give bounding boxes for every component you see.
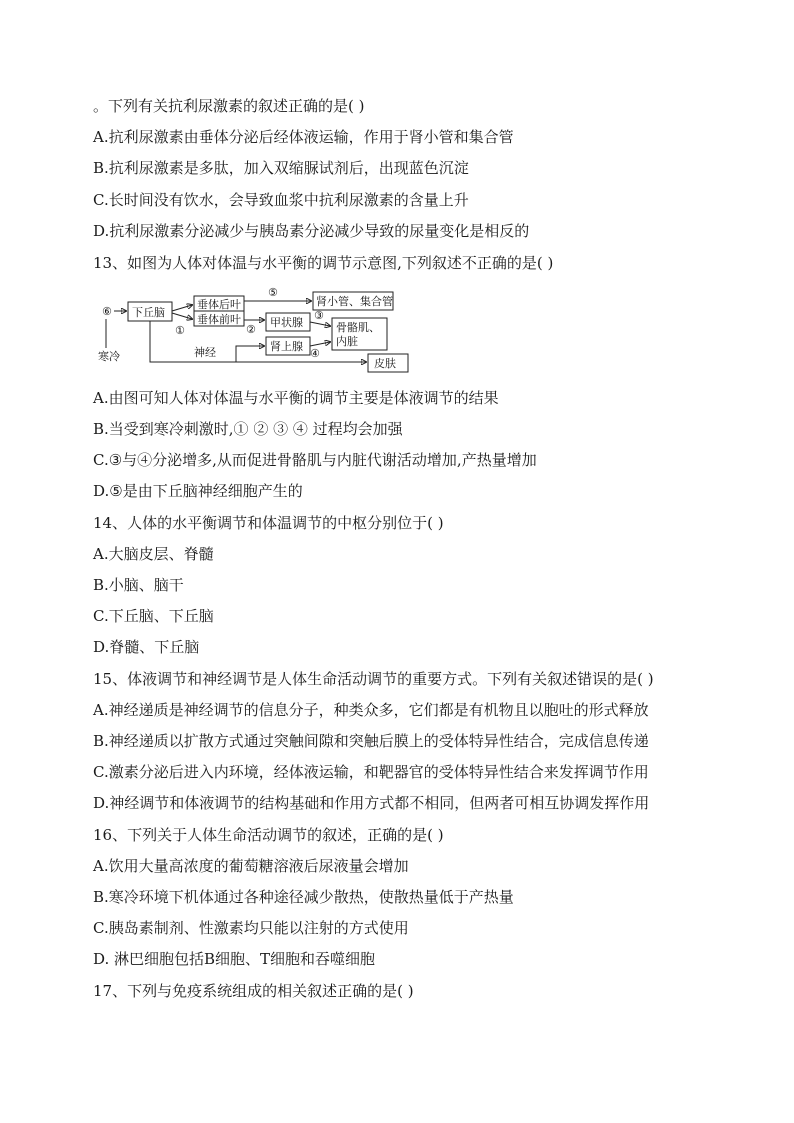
q12-option-b: B.抗利尿激素是多肽，加入双缩脲试剂后，出现蓝色沉淀 [93,159,469,177]
node-kidney-label: 肾小管、集合管 [316,295,393,308]
arrow-to-adrenal [236,346,264,362]
node-ant-pituitary-label: 垂体前叶 [197,313,241,326]
mark-3: ③ [314,309,324,322]
regulation-diagram [96,286,426,376]
mark-2: ② [246,323,256,336]
q13-option-c: C.③与④分泌增多,从而促进骨骼肌与内脏代谢活动增加,产热量增加 [93,451,537,469]
node-muscle-label-2: 内脏 [336,335,358,348]
q16-option-b: B.寒冷环境下机体通过各种途径减少散热，使散热量低于产热量 [93,888,514,906]
q13-option-b: B.当受到寒冷刺激时,① ② ③ ④ 过程均会加强 [93,420,403,438]
q15-stem: 15、体液调节和神经调节是人体生命活动调节的重要方式。下列有关叙述错误的是( ) [93,670,654,688]
q16-option-a: A.饮用大量高浓度的葡萄糖溶液后尿液量会增加 [93,857,409,875]
q13-stem: 13、如图为人体对体温与水平衡的调节示意图,下列叙述不正确的是( ) [93,254,554,272]
q15-option-d: D.神经调节和体液调节的结构基础和作用方式都不相同，但两者可相互协调发挥作用 [93,794,650,812]
arrow-to-ant-pituitary [172,313,192,319]
mark-6: ⑥ [102,305,112,318]
nerve-label: 神经 [194,346,216,359]
q13-option-d: D.⑤是由下丘脑神经细胞产生的 [93,482,303,500]
q14-option-a: A.大脑皮层、脊髓 [93,545,214,563]
q14-option-c: C.下丘脑、下丘脑 [93,607,214,625]
q16-stem: 16、下列关于人体生命活动调节的叙述，正确的是( ) [93,826,444,844]
mark-5: ⑤ [268,286,278,299]
q16-option-c: C.胰岛素制剂、性激素均只能以注射的方式使用 [93,919,409,937]
q13-option-a: A.由图可知人体对体温与水平衡的调节主要是体液调节的结果 [93,389,499,407]
q14-stem: 14、人体的水平衡调节和体温调节的中枢分别位于( ) [93,514,444,532]
node-post-pituitary-label: 垂体后叶 [197,298,241,311]
node-adrenal-label: 肾上腺 [270,340,303,353]
arrow-thyroid-to-muscle [310,322,330,326]
q17-stem: 17、下列与免疫系统组成的相关叙述正确的是( ) [93,982,414,1000]
node-skin-label: 皮肤 [374,357,396,370]
stimulus-label: 寒冷 [98,350,120,363]
q12-option-a: A.抗利尿激素由垂体分泌后经体液运输，作用于肾小管和集合管 [93,128,514,146]
q12-option-d: D.抗利尿激素分泌减少与胰岛素分泌减少导致的尿量变化是相反的 [93,222,530,240]
node-hypothalamus-label: 下丘脑 [132,306,165,319]
arrow-to-post-pituitary [172,305,192,311]
q16-option-d: D. 淋巴细胞包括B细胞、T细胞和吞噬细胞 [93,950,376,968]
node-thyroid-label: 甲状腺 [270,316,303,329]
q14-option-b: B.小脑、脑干 [93,576,184,594]
node-muscle-label-1: 骨骼肌、 [336,321,380,334]
arrow-adrenal-to-muscle [310,342,330,346]
q14-option-d: D.脊髓、下丘脑 [93,638,200,656]
mark-1: ① [175,324,185,337]
mark-4: ④ [310,347,320,360]
q12-option-c: C.长时间没有饮水，会导致血浆中抗利尿激素的含量上升 [93,191,469,209]
q15-option-b: B.神经递质以扩散方式通过突触间隙和突触后膜上的受体特异性结合，完成信息传递 [93,732,649,750]
q15-option-a: A.神经递质是神经调节的信息分子，种类众多，它们都是有机物且以胞吐的形式释放 [93,701,649,719]
q12-stem: 。下列有关抗利尿激素的叙述正确的是( ) [93,97,365,115]
q15-option-c: C.激素分泌后进入内环境，经体液运输，和靶器官的受体特异性结合来发挥调节作用 [93,763,649,781]
